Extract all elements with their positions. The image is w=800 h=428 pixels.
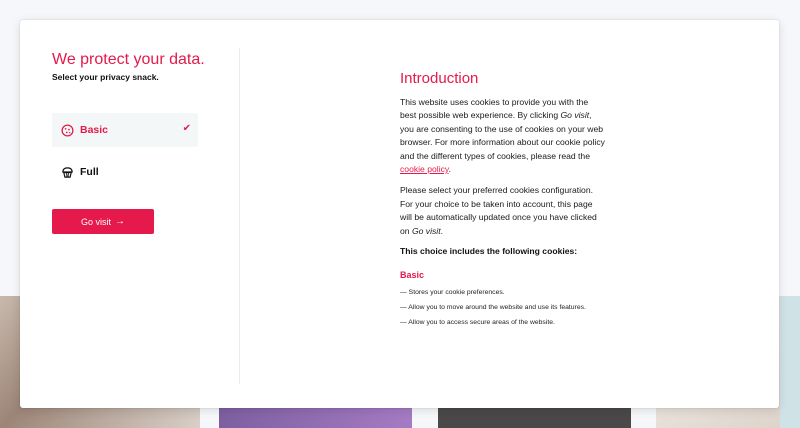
cookie-consent-modal <box>20 20 779 408</box>
cookie-item: — Allow you to access secure areas of the website. <box>400 319 555 327</box>
option-full[interactable] <box>52 155 198 189</box>
modal-headline: We protect your data. <box>52 51 205 68</box>
modal-subheadline: Select your privacy snack. <box>52 72 159 82</box>
checkmark-icon: ✔ <box>182 123 191 134</box>
intro-text-b: , you are consenting to the use of cookies on your web browser. For more information about our cookie policy and the different types of cookies, please read the <box>400 110 605 161</box>
cookie-item: — Allow you to move around the website and use its features. <box>400 304 586 312</box>
cookie-info-panel <box>400 70 606 334</box>
intro-text-a: This website uses cookies to provide you with the best possible web experience. By clicking <box>400 97 589 121</box>
panel-divider <box>239 48 240 384</box>
go-visit-label: Go visit <box>80 216 111 227</box>
config-text-a: Please select your preferred cookies configuration. For your choice to be taken into account, this page will be automatically updated once you have clicked on <box>400 185 597 236</box>
introduction-title: Introduction <box>400 70 479 87</box>
go-visit-button[interactable] <box>52 209 154 234</box>
cookie-icon <box>60 123 74 137</box>
option-basic[interactable] <box>52 113 198 147</box>
option-basic-label: Basic <box>80 124 109 136</box>
privacy-options-panel <box>20 20 239 408</box>
config-go-visit-em: Go visit <box>411 225 441 236</box>
cookie-item: — Stores your cookie preferences. <box>400 289 505 297</box>
option-full-label: Full <box>80 166 99 178</box>
config-text-end: . <box>440 225 443 236</box>
intro-paragraph <box>400 96 606 176</box>
basic-section-title: Basic <box>400 270 425 281</box>
includes-heading: This choice includes the following cookies: <box>400 246 578 257</box>
config-paragraph <box>400 184 606 238</box>
cupcake-icon <box>60 165 74 179</box>
background-image-edge <box>780 296 800 428</box>
cookie-policy-link[interactable]: cookie policy <box>400 164 449 175</box>
intro-go-visit-em: Go visit <box>560 110 590 121</box>
arrow-right-icon: → <box>115 216 125 227</box>
intro-text-end: . <box>448 164 451 175</box>
